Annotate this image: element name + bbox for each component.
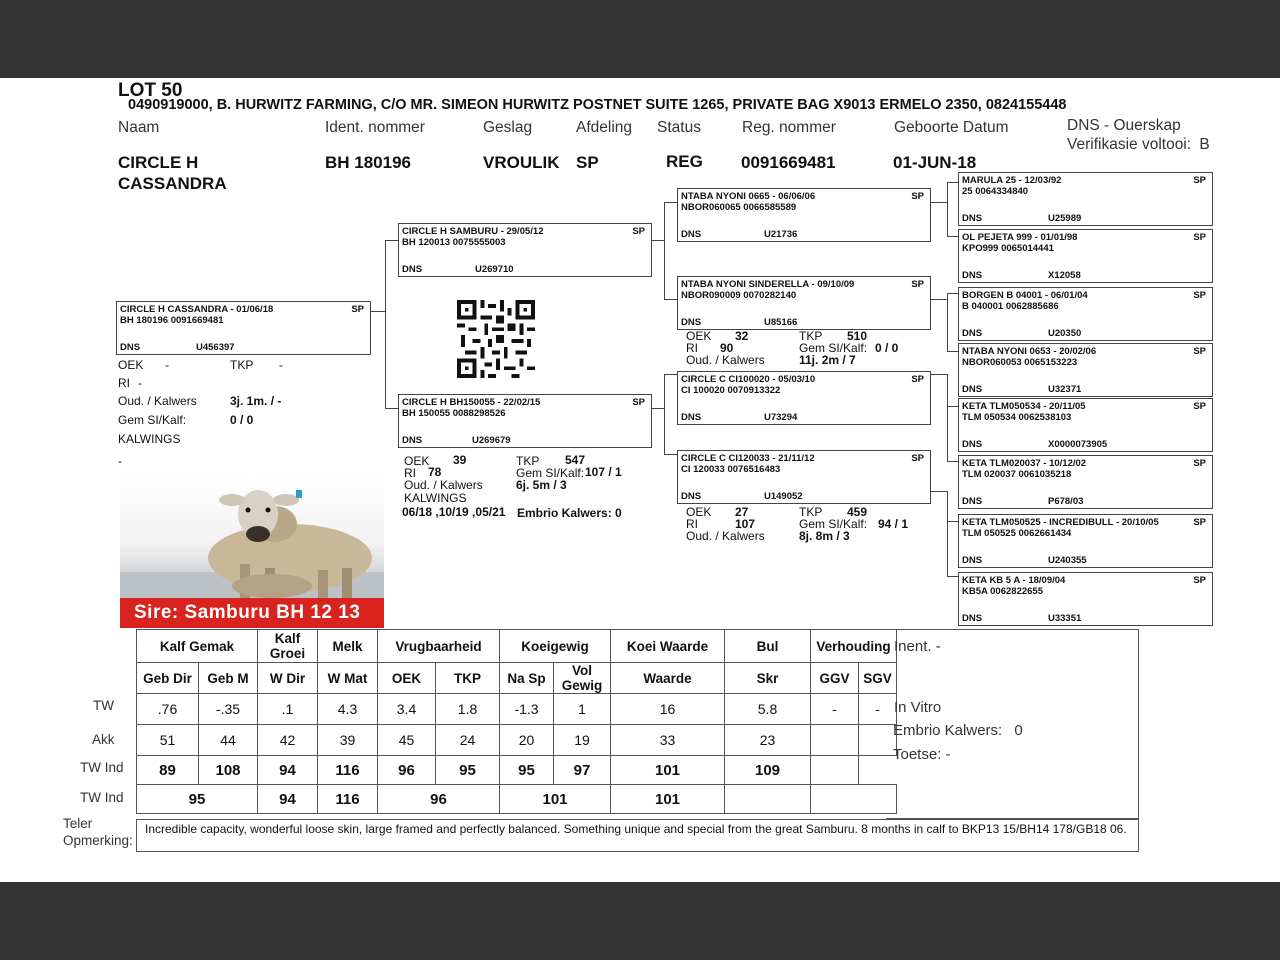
gen3-box-3: [958, 287, 1213, 341]
dam-tkp-label: TKP: [516, 454, 540, 468]
header-dob: Geboorte Datum: [894, 119, 1009, 136]
animal-sex: VROULIK: [483, 153, 560, 172]
ebv-column-row: [137, 663, 897, 694]
gen2b-tkp-label: TKP: [799, 505, 823, 519]
gen3-title: KETA TLM050534 - 20/11/05: [962, 401, 1086, 412]
remark-text: Incredible capacity, wonderful loose skin, large framed and perfectly balanced. Something unique and special from the great Samburu. 8 months in calf to BKP13 15/BH14 178/GB18 06.: [136, 819, 1139, 852]
table-cell: [725, 785, 811, 814]
gen3-dns-label: DNS: [962, 328, 983, 339]
subject-tkp-label: TKP: [230, 358, 254, 372]
ebv-row-twind-combined: [137, 785, 897, 814]
table-cell: 23: [725, 725, 811, 756]
gen3-box-2: [958, 229, 1213, 283]
col-w-dir: W Dir: [258, 663, 318, 694]
gen3-sp: SP: [1193, 290, 1206, 301]
subject-oud: 3j. 1m. / -: [230, 394, 282, 408]
header-dns-verify: [1067, 136, 1210, 154]
table-cell: 44: [199, 725, 258, 756]
remark-label-1: Teler: [63, 816, 93, 831]
table-cell: 1: [554, 694, 611, 725]
gen3-ids: TLM 050534 0062538103: [962, 412, 1072, 423]
table-cell: -.35: [199, 694, 258, 725]
ebv-row-akk: [137, 725, 897, 756]
header-status: Status: [657, 119, 701, 136]
subject-dns-value: U456397: [196, 342, 235, 353]
group-vrugbaarheid: Vrugbaarheid: [378, 630, 500, 663]
dns-verify-label: Verifikasie voltooi:: [1067, 136, 1192, 153]
col-vol-gewig: Vol Gewig: [554, 663, 611, 694]
gen3-box-8: [958, 572, 1213, 626]
gen3-dns-value: X12058: [1048, 270, 1081, 281]
embrio-value: 0: [1014, 722, 1023, 739]
ebv-table: [136, 629, 897, 814]
gen2-ids: NBOR090009 0070282140: [681, 290, 797, 301]
table-cell: 1.8: [436, 694, 500, 725]
table-cell: .1: [258, 694, 318, 725]
dam-dns-label: DNS: [402, 435, 423, 446]
gen3-dns-label: DNS: [962, 439, 983, 450]
gen2a-ri: 90: [720, 341, 734, 355]
header-dns: DNS - Ouerskap: [1067, 117, 1181, 134]
gen3-title: KETA TLM020037 - 10/12/02: [962, 458, 1087, 469]
gen2-ids: CI 120033 0076516483: [681, 464, 781, 475]
table-cell: 108: [199, 756, 258, 785]
gen3-title: MARULA 25 - 12/03/92: [962, 175, 1062, 186]
group-bul: Bul: [725, 630, 811, 663]
group-kalf-gemak: Kalf Gemak: [137, 630, 258, 663]
sire-sp: SP: [632, 226, 645, 237]
gen3-sp: SP: [1193, 346, 1206, 357]
header-name: Naam: [118, 119, 160, 136]
gen3-ids: B 040001 0062885686: [962, 301, 1059, 312]
subject-pedigree-box: [116, 301, 371, 355]
table-cell: 94: [258, 785, 318, 814]
gen2-box-4: [677, 450, 931, 504]
remark-label-2: Opmerking:: [63, 833, 133, 848]
col-na-sp: Na Sp: [500, 663, 554, 694]
gen3-sp: SP: [1193, 458, 1206, 469]
animal-ident: BH 180196: [325, 153, 412, 172]
table-cell: [811, 785, 897, 814]
animal-dob: 01-JUN-18: [893, 153, 977, 172]
animal-name-2: CASSANDRA: [118, 174, 227, 193]
embrio-label: Embrio Kalwers:: [893, 722, 1003, 739]
subject-gem: 0 / 0: [230, 413, 254, 427]
subject-ri-label: RI: [118, 376, 130, 390]
gen3-ids: TLM 050525 0062661434: [962, 528, 1072, 539]
gen2a-tkp: 510: [847, 329, 868, 343]
gen3-dns-value: U25989: [1048, 213, 1082, 224]
gen2a-oek: 32: [735, 329, 749, 343]
dam-kalwings-label: KALWINGS: [404, 491, 467, 505]
invitro-text: In Vitro: [894, 699, 942, 716]
col-geb-dir: Geb Dir: [137, 663, 199, 694]
dam-ri-label: RI: [404, 466, 416, 480]
gen3-box-1: [958, 172, 1213, 226]
gen3-dns-label: DNS: [962, 496, 983, 507]
qr-code: [456, 300, 536, 378]
subject-dns-label: DNS: [120, 342, 141, 353]
gen2b-ri-label: RI: [686, 517, 698, 531]
gen3-dns-label: DNS: [962, 270, 983, 281]
subject-oek: -: [165, 358, 169, 372]
gen2-dns-label: DNS: [681, 229, 702, 240]
gen2-box-1: [677, 188, 931, 242]
gen2-title: CIRCLE C CI120033 - 21/11/12: [681, 453, 815, 464]
col-geb-m: Geb M: [199, 663, 258, 694]
gen3-title: KETA KB 5 A - 18/09/04: [962, 575, 1066, 586]
dam-ri: 78: [428, 465, 442, 479]
gen3-title: BORGEN B 04001 - 06/01/04: [962, 290, 1088, 301]
gen3-box-5: [958, 398, 1213, 452]
dam-title: CIRCLE H BH150055 - 22/02/15: [402, 397, 541, 408]
header-reg: Reg. nommer: [742, 119, 836, 136]
gen2-dns-value: U149052: [764, 491, 803, 502]
gen2b-tkp: 459: [847, 505, 868, 519]
gen3-ids: 25 0064334840: [962, 186, 1029, 197]
row-label-twind: TW Ind: [80, 760, 124, 775]
gen2-dns-label: DNS: [681, 412, 702, 423]
dam-kalwings: 06/18 ,10/19 ,05/21: [402, 505, 506, 519]
col-tkp: TKP: [436, 663, 500, 694]
table-cell: 116: [318, 785, 378, 814]
table-cell: 42: [258, 725, 318, 756]
gen2a-gem: 0 / 0: [875, 341, 899, 355]
header-ident: Ident. nommer: [325, 119, 425, 136]
table-cell: 45: [378, 725, 436, 756]
subject-kalwings: -: [118, 454, 122, 468]
table-cell: -: [859, 694, 897, 725]
table-cell: -1.3: [500, 694, 554, 725]
gen3-box-6: [958, 455, 1213, 509]
subject-oud-label: Oud. / Kalwers: [118, 394, 197, 408]
gen2b-ri: 107: [735, 517, 756, 531]
sire-dns-value: U269710: [475, 264, 514, 275]
owner-line: 0490919000, B. HURWITZ FARMING, C/O MR. SIMEON HURWITZ POSTNET SUITE 1265, PRIVATE BAG X9013 ERMELO 2350, 0824155448: [128, 97, 1067, 113]
gen2-box-2: [677, 276, 931, 330]
group-koei-waarde: Koei Waarde: [611, 630, 725, 663]
gen3-box-4: [958, 343, 1213, 397]
dam-ids: BH 150055 0088298526: [402, 408, 506, 419]
table-cell: 109: [725, 756, 811, 785]
lot-page: [0, 78, 1280, 882]
animal-section: SP: [576, 153, 599, 172]
gen3-title: KETA TLM050525 - INCREDIBULL - 20/10/05: [962, 517, 1159, 528]
group-melk: Melk: [318, 630, 378, 663]
embrio-row: [893, 722, 1023, 739]
table-cell: 97: [554, 756, 611, 785]
toetse-text: Toetse: -: [893, 746, 951, 763]
gen3-ids: KPO999 0065014441: [962, 243, 1054, 254]
sire-title: CIRCLE H SAMBURU - 29/05/12: [402, 226, 544, 237]
gen2-sp: SP: [911, 453, 924, 464]
gen3-title: NTABA NYONI 0653 - 20/02/06: [962, 346, 1097, 357]
gen2-box-3: [677, 371, 931, 425]
gen2-sp: SP: [911, 374, 924, 385]
gen3-sp: SP: [1193, 175, 1206, 186]
dam-oek: 39: [453, 453, 467, 467]
gen2-title: NTABA NYONI 0665 - 06/06/06: [681, 191, 816, 202]
gen2-title: CIRCLE C CI100020 - 05/03/10: [681, 374, 816, 385]
subject-ri: -: [138, 376, 142, 390]
animal-reg: 0091669481: [741, 153, 836, 172]
table-cell: 116: [318, 756, 378, 785]
gen2a-tkp-label: TKP: [799, 329, 823, 343]
dam-oek-label: OEK: [404, 454, 430, 468]
header-section: Afdeling: [576, 119, 633, 136]
subject-oek-label: OEK: [118, 358, 144, 372]
gen3-dns-value: X0000073905: [1048, 439, 1108, 450]
table-cell: 4.3: [318, 694, 378, 725]
subject-gem-label: Gem SI/Kalf:: [118, 413, 187, 427]
dam-pedigree-box: [398, 394, 652, 448]
table-cell: 95: [500, 756, 554, 785]
gen3-box-7: [958, 514, 1213, 568]
gen2a-gem-label: Gem SI/Kalf:: [799, 341, 868, 355]
table-cell: [811, 756, 859, 785]
dam-oud: 6j. 5m / 3: [516, 478, 567, 492]
gen2-dns-value: U85166: [764, 317, 798, 328]
gen3-ids: NBOR060053 0065153223: [962, 357, 1078, 368]
dam-tkp: 547: [565, 453, 586, 467]
gen3-sp: SP: [1193, 401, 1206, 412]
gen3-sp: SP: [1193, 575, 1206, 586]
gen2b-oud-label: Oud. / Kalwers: [686, 529, 765, 543]
table-cell: 96: [378, 785, 500, 814]
dam-sp: SP: [632, 397, 645, 408]
gen2a-oud-label: Oud. / Kalwers: [686, 353, 765, 367]
gen3-dns-label: DNS: [962, 384, 983, 395]
col-w-mat: W Mat: [318, 663, 378, 694]
dam-gem: 107 / 1: [585, 465, 622, 479]
gen3-dns-value: U240355: [1048, 555, 1087, 566]
table-cell: 19: [554, 725, 611, 756]
table-cell: 89: [137, 756, 199, 785]
dns-verify-value: B: [1199, 136, 1210, 153]
gen3-ids: TLM 020037 0061035218: [962, 469, 1072, 480]
gen2b-oud: 8j. 8m / 3: [799, 529, 850, 543]
gen2-sp: SP: [911, 279, 924, 290]
gen3-dns-label: DNS: [962, 555, 983, 566]
gen3-dns-value: P678/03: [1048, 496, 1084, 507]
table-cell: 39: [318, 725, 378, 756]
ebv-row-tw: [137, 694, 897, 725]
col-oek: OEK: [378, 663, 436, 694]
animal-name-1: CIRCLE H: [118, 153, 199, 172]
gen2-ids: CI 100020 0070913322: [681, 385, 781, 396]
table-cell: 33: [611, 725, 725, 756]
gen2-dns-label: DNS: [681, 491, 702, 502]
gen3-dns-value: U33351: [1048, 613, 1082, 624]
gen2b-gem: 94 / 1: [878, 517, 909, 531]
dam-dns-value: U269679: [472, 435, 511, 446]
table-cell: .76: [137, 694, 199, 725]
ebv-row-twind: [137, 756, 897, 785]
row-label-twind-2: TW Ind: [80, 790, 124, 805]
dam-embrio: Embrio Kalwers: 0: [517, 506, 622, 520]
table-cell: 3.4: [378, 694, 436, 725]
gen2b-oek: 27: [735, 505, 749, 519]
gen3-title: OL PEJETA 999 - 01/01/98: [962, 232, 1078, 243]
gen2-title: NTABA NYONI SINDERELLA - 09/10/09: [681, 279, 855, 290]
table-cell: 101: [500, 785, 611, 814]
lot-number: LOT 50: [118, 80, 183, 101]
dam-oud-label: Oud. / Kalwers: [404, 478, 483, 492]
gen3-dns-label: DNS: [962, 213, 983, 224]
header-sex: Geslag: [483, 119, 533, 136]
table-cell: 51: [137, 725, 199, 756]
gen2a-ri-label: RI: [686, 341, 698, 355]
dam-gem-label: Gem SI/Kalf:: [516, 466, 585, 480]
sire-banner: Sire: Samburu BH 12 13: [120, 598, 384, 628]
gen3-dns-label: DNS: [962, 613, 983, 624]
sire-ids: BH 120013 0075555003: [402, 237, 506, 248]
subject-ids: BH 180196 0091669481: [120, 315, 224, 326]
gen2-ids: NBOR060065 0066585589: [681, 202, 797, 213]
gen2-dns-value: U21736: [764, 229, 798, 240]
subject-sp: SP: [351, 304, 364, 315]
animal-status: REG: [666, 152, 703, 171]
sire-dns-label: DNS: [402, 264, 423, 275]
gen3-dns-value: U32371: [1048, 384, 1082, 395]
group-kalf-groei: Kalf Groei: [258, 630, 318, 663]
subject-tkp: -: [279, 358, 283, 372]
group-verhouding: Verhouding: [811, 630, 897, 663]
row-label-tw: TW: [93, 698, 114, 713]
table-cell: 94: [258, 756, 318, 785]
row-label-akk: Akk: [92, 732, 115, 747]
gen3-sp: SP: [1193, 232, 1206, 243]
table-cell: [811, 725, 859, 756]
col-skr: Skr: [725, 663, 811, 694]
gen3-sp: SP: [1193, 517, 1206, 528]
sire-pedigree-box: [398, 223, 652, 277]
inent-text: Inent. -: [894, 638, 941, 655]
gen2b-gem-label: Gem SI/Kalf:: [799, 517, 868, 531]
table-cell: 101: [611, 756, 725, 785]
table-cell: 95: [137, 785, 258, 814]
subject-title: CIRCLE H CASSANDRA - 01/06/18: [120, 304, 274, 315]
group-koeigewig: Koeigewig: [500, 630, 611, 663]
gen2-dns-label: DNS: [681, 317, 702, 328]
gen3-dns-value: U20350: [1048, 328, 1082, 339]
col-sgv: SGV: [859, 663, 897, 694]
col-ggv: GGV: [811, 663, 859, 694]
table-cell: 5.8: [725, 694, 811, 725]
subject-kalwings-label: KALWINGS: [118, 432, 181, 446]
table-cell: 96: [378, 756, 436, 785]
gen2-sp: SP: [911, 191, 924, 202]
table-cell: 101: [611, 785, 725, 814]
col-waarde: Waarde: [611, 663, 725, 694]
gen2-dns-value: U73294: [764, 412, 798, 423]
table-cell: 20: [500, 725, 554, 756]
table-cell: 24: [436, 725, 500, 756]
ebv-group-row: [137, 630, 897, 663]
gen2a-oud: 11j. 2m / 7: [799, 353, 856, 367]
gen2b-oek-label: OEK: [686, 505, 712, 519]
table-cell: 16: [611, 694, 725, 725]
gen2a-oek-label: OEK: [686, 329, 712, 343]
gen3-ids: KB5A 0062822655: [962, 586, 1043, 597]
table-cell: 95: [436, 756, 500, 785]
table-cell: -: [811, 694, 859, 725]
